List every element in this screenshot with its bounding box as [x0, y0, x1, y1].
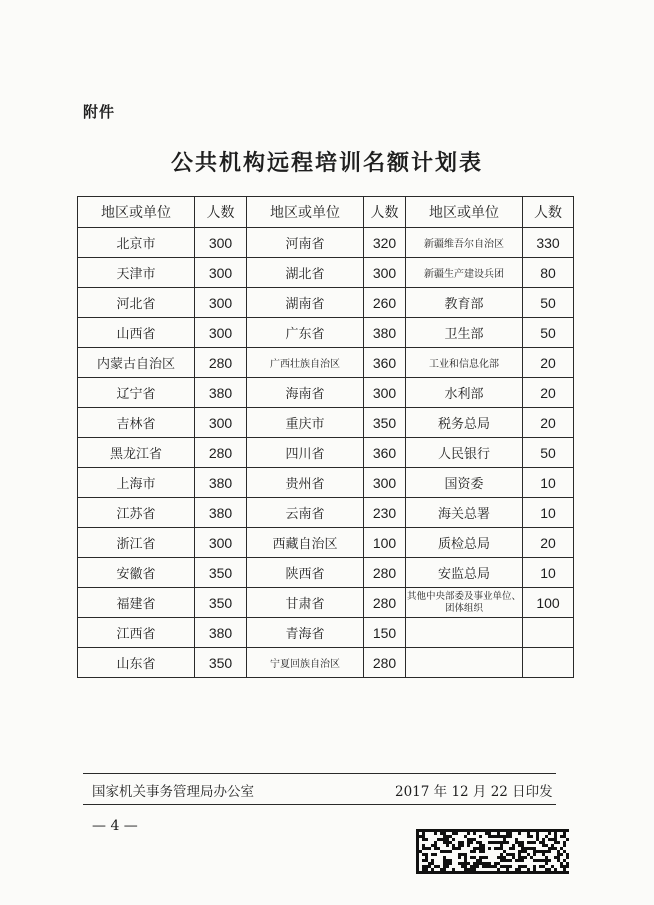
region-cell: 山西省 — [78, 318, 195, 348]
column-header: 地区或单位 — [406, 197, 523, 228]
region-cell: 教育部 — [406, 288, 523, 318]
table-row — [78, 588, 574, 618]
region-cell: 北京市 — [78, 228, 195, 258]
region-cell: 税务总局 — [406, 408, 523, 438]
table-row — [78, 348, 574, 378]
issuing-office: 国家机关事务管理局办公室 — [92, 784, 254, 800]
headcount-cell: 280 — [195, 348, 247, 378]
region-cell: 新疆生产建设兵团 — [406, 258, 523, 288]
column-header: 人数 — [364, 197, 406, 228]
region-cell: 安监总局 — [406, 558, 523, 588]
headcount-cell: 260 — [364, 288, 406, 318]
headcount-cell: 20 — [523, 348, 574, 378]
region-cell — [406, 618, 523, 648]
region-cell: 河南省 — [247, 228, 364, 258]
region-cell: 上海市 — [78, 468, 195, 498]
table-row — [78, 618, 574, 648]
table-row — [78, 558, 574, 588]
region-cell: 内蒙古自治区 — [78, 348, 195, 378]
region-cell: 辽宁省 — [78, 378, 195, 408]
headcount-cell — [523, 648, 574, 678]
headcount-cell: 50 — [523, 438, 574, 468]
region-cell: 天津市 — [78, 258, 195, 288]
region-cell: 贵州省 — [247, 468, 364, 498]
table-row — [78, 498, 574, 528]
region-cell: 工业和信息化部 — [406, 348, 523, 378]
region-cell: 黑龙江省 — [78, 438, 195, 468]
barcode-image — [416, 829, 570, 875]
region-cell: 国资委 — [406, 468, 523, 498]
headcount-cell: 300 — [195, 228, 247, 258]
headcount-cell: 280 — [364, 648, 406, 678]
table-row — [78, 258, 574, 288]
headcount-cell: 300 — [195, 528, 247, 558]
headcount-cell: 10 — [523, 558, 574, 588]
headcount-cell: 80 — [523, 258, 574, 288]
region-cell: 广东省 — [247, 318, 364, 348]
region-cell: 陕西省 — [247, 558, 364, 588]
table-body — [78, 228, 574, 678]
region-cell: 西藏自治区 — [247, 528, 364, 558]
headcount-cell: 380 — [195, 498, 247, 528]
headcount-cell: 280 — [364, 558, 406, 588]
headcount-cell: 280 — [364, 588, 406, 618]
footer-top-rule — [83, 773, 556, 774]
region-cell: 四川省 — [247, 438, 364, 468]
headcount-cell: 360 — [364, 438, 406, 468]
region-cell: 海关总署 — [406, 498, 523, 528]
attachment-label: 附件 — [83, 103, 116, 121]
table-row — [78, 408, 574, 438]
table-row — [78, 468, 574, 498]
column-header: 地区或单位 — [247, 197, 364, 228]
headcount-cell: 300 — [195, 408, 247, 438]
headcount-cell: 300 — [195, 288, 247, 318]
region-cell — [406, 648, 523, 678]
region-cell: 人民银行 — [406, 438, 523, 468]
headcount-cell: 20 — [523, 408, 574, 438]
region-cell: 甘肃省 — [247, 588, 364, 618]
table-row — [78, 318, 574, 348]
headcount-cell — [523, 618, 574, 648]
region-cell: 安徽省 — [78, 558, 195, 588]
region-cell: 江西省 — [78, 618, 195, 648]
headcount-cell: 100 — [364, 528, 406, 558]
headcount-cell: 50 — [523, 288, 574, 318]
headcount-cell: 380 — [195, 618, 247, 648]
headcount-cell: 300 — [364, 258, 406, 288]
page-number: — 4 — — [92, 818, 138, 834]
region-cell: 卫生部 — [406, 318, 523, 348]
region-cell: 浙江省 — [78, 528, 195, 558]
headcount-cell: 100 — [523, 588, 574, 618]
region-cell: 广西壮族自治区 — [247, 348, 364, 378]
headcount-cell: 350 — [195, 648, 247, 678]
region-cell: 云南省 — [247, 498, 364, 528]
column-header: 人数 — [195, 197, 247, 228]
headcount-cell: 230 — [364, 498, 406, 528]
headcount-cell: 380 — [364, 318, 406, 348]
quota-table — [77, 196, 574, 678]
region-cell: 海南省 — [247, 378, 364, 408]
headcount-cell: 350 — [195, 558, 247, 588]
headcount-cell: 300 — [195, 258, 247, 288]
headcount-cell: 300 — [364, 468, 406, 498]
region-cell: 新疆维吾尔自治区 — [406, 228, 523, 258]
headcount-cell: 380 — [195, 468, 247, 498]
headcount-cell: 320 — [364, 228, 406, 258]
table-row — [78, 228, 574, 258]
region-cell: 山东省 — [78, 648, 195, 678]
headcount-cell: 150 — [364, 618, 406, 648]
region-cell: 质检总局 — [406, 528, 523, 558]
table-row — [78, 648, 574, 678]
region-cell: 湖北省 — [247, 258, 364, 288]
headcount-cell: 280 — [195, 438, 247, 468]
headcount-cell: 330 — [523, 228, 574, 258]
footer-bottom-rule — [83, 804, 556, 805]
region-cell: 福建省 — [78, 588, 195, 618]
headcount-cell: 350 — [364, 408, 406, 438]
headcount-cell: 300 — [364, 378, 406, 408]
headcount-cell: 10 — [523, 468, 574, 498]
headcount-cell: 360 — [364, 348, 406, 378]
region-cell: 宁夏回族自治区 — [247, 648, 364, 678]
table-row — [78, 528, 574, 558]
region-cell: 重庆市 — [247, 408, 364, 438]
region-cell: 青海省 — [247, 618, 364, 648]
headcount-cell: 300 — [195, 318, 247, 348]
issue-date: 2017 年 12 月 22 日印发 — [395, 784, 553, 800]
table-row — [78, 378, 574, 408]
headcount-cell: 20 — [523, 528, 574, 558]
table-row — [78, 438, 574, 468]
headcount-cell: 350 — [195, 588, 247, 618]
region-cell: 江苏省 — [78, 498, 195, 528]
region-cell: 湖南省 — [247, 288, 364, 318]
headcount-cell: 50 — [523, 318, 574, 348]
column-header: 地区或单位 — [78, 197, 195, 228]
column-header: 人数 — [523, 197, 574, 228]
table-header-row — [78, 197, 574, 228]
table-row — [78, 288, 574, 318]
region-cell: 水利部 — [406, 378, 523, 408]
headcount-cell: 10 — [523, 498, 574, 528]
document-title: 公共机构远程培训名额计划表 — [170, 150, 483, 176]
region-cell: 吉林省 — [78, 408, 195, 438]
region-cell: 其他中央部委及事业单位、团体组织 — [406, 588, 523, 618]
headcount-cell: 20 — [523, 378, 574, 408]
region-cell: 河北省 — [78, 288, 195, 318]
headcount-cell: 380 — [195, 378, 247, 408]
